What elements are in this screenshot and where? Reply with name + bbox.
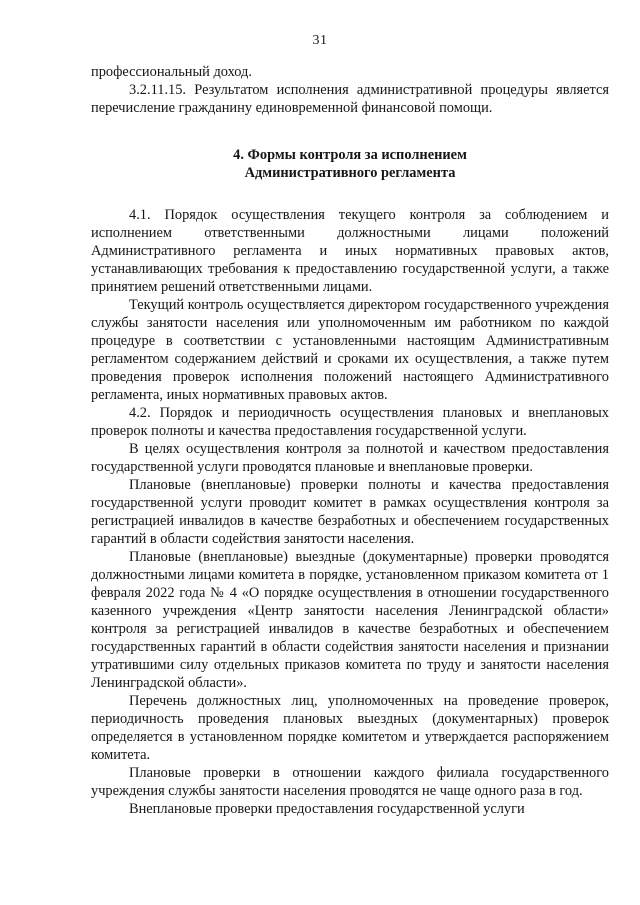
section-title-line: 4. Формы контроля за исполнением	[233, 147, 467, 163]
paragraph: 4.2. Порядок и периодичность осуществления плановых и внеплановых проверок полноты и качества предоставления государственной услуги.	[91, 405, 609, 439]
paragraph: Перечень должностных лиц, уполномоченных на проведение проверок, периодичность проведения плановых выездных (документарных) проверок определяется в установленном порядке комитетом и утверждается распоряжением комитета.	[91, 693, 609, 763]
paragraph: Плановые (внеплановые) выездные (документарные) проверки проводятся должностными лицами комитета в порядке, установленном приказом комитета от 1 февраля 2022 года № 4 «О порядке осуществления в отношении государственного казенного учреждения «Центр занятости населения Ленинградской области» контроля за регистрацией инвалидов в качестве безработных и обеспечением государственных гарантий в области содействия занятости населения и признании утратившими силу отдельных приказов комитета по труду и занятости населения Ленинградской области».	[91, 549, 609, 691]
paragraph: Плановые (внеплановые) проверки полноты и качества предоставления государственной услуги проводит комитет в рамках осуществления контроля за регистрацией инвалидов в качестве безработных и обеспечением государственных гарантий в области содействия занятости населения.	[91, 477, 609, 547]
document-body	[91, 63, 609, 818]
paragraph: Плановые проверки в отношении каждого филиала государственного учреждения службы занятости населения проводятся не чаще одного раза в год.	[91, 765, 609, 799]
paragraph: Текущий контроль осуществляется директором государственного учреждения службы занятости населения или уполномоченным им работником по каждой процедуре в соответствии с установленными настоящим Административным регламентом содержанием действий и сроками их осуществления, а также путем проведения проверок исполнения положений настоящего Административного регламента, иных нормативных правовых актов.	[91, 297, 609, 403]
paragraph: 4.1. Порядок осуществления текущего контроля за соблюдением и исполнением ответственными должностными лицами положений Административного регламента и иных нормативных правовых актов, устанавливающих требования к предоставлению государственной услуги, а также принятием решений ответственными лицами.	[91, 207, 609, 295]
section-title-line: Административного регламента	[244, 165, 456, 181]
paragraph: 3.2.11.15. Результатом исполнения административной процедуры является перечисление гражданину единовременной финансовой помощи.	[91, 82, 609, 116]
section-heading	[91, 146, 609, 182]
paragraph: Внеплановые проверки предоставления государственной услуги	[129, 801, 525, 817]
paragraph: профессиональный доход.	[91, 64, 252, 80]
paragraph: В целях осуществления контроля за полнотой и качеством предоставления государственной услуги проводятся плановые и внеплановые проверки.	[91, 441, 609, 475]
page-number: 31	[312, 33, 328, 48]
